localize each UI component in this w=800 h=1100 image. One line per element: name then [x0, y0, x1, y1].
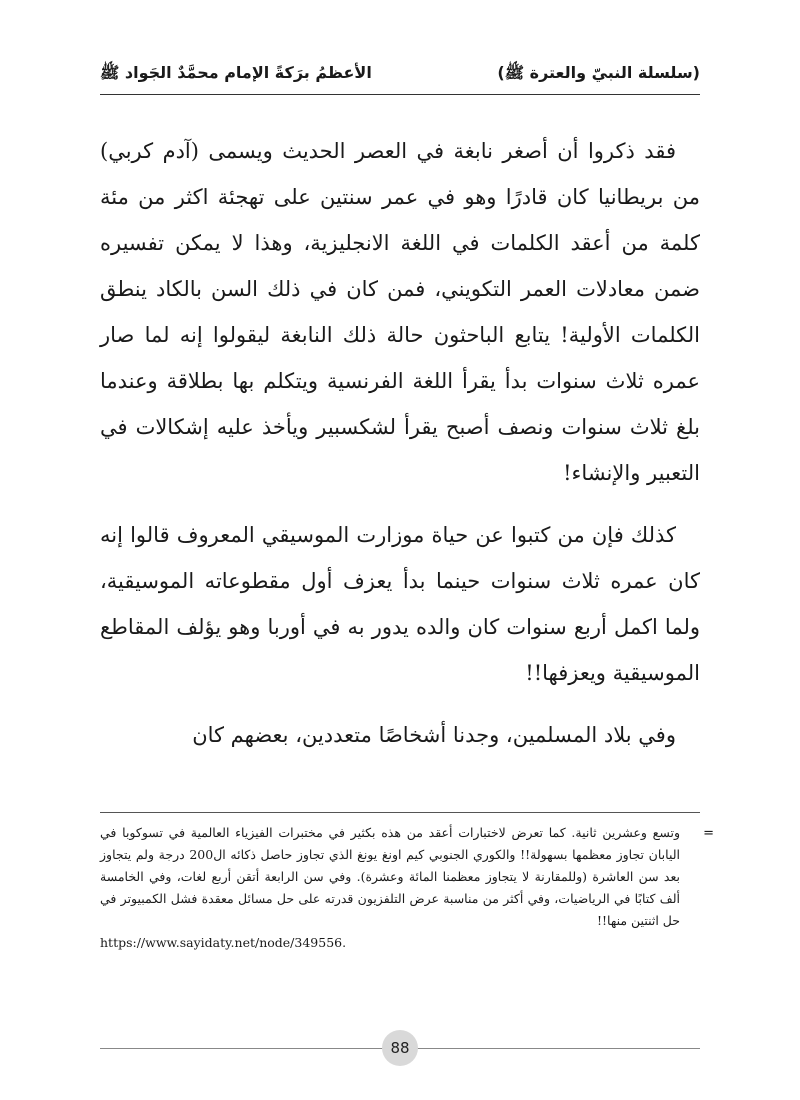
- paragraph: فقد ذكروا أن أصغر نابغة في العصر الحديث ويسمى (آدم كربي) من بريطانيا كان قادرًا وهو في عمر سنتين على تهجئة اكثر من مئة كلمة من أعقد الكلمات في اللغة الانجليزية، وهذا لا يمكن تفسيره ضمن معادلات العمر التكويني، فمن كان في ذلك السن بالكاد ينطق الكلمات الأولية! يتابع الباحثون حالة ذلك النابغة ليقولوا إنه لما صار عمره ثلاث سنوات بدأ يقرأ اللغة الفرنسية ويتكلم بها بطلاقة وعندما بلغ ثلاث سنوات ونصف أصبح يقرأ لشكسبير ويأخذ عليه إشكالات في التعبير والإنشاء!: [100, 139, 700, 485]
- book-title: الأعظمُ برَكةً الإمام محمَّدٌ الجَواد ﷺ: [100, 62, 372, 82]
- paragraph: وفي بلاد المسلمين، وجدنا أشخاصًا متعددين، بعضهم كان: [192, 723, 676, 747]
- running-header: [100, 58, 700, 90]
- main-text: [100, 128, 700, 758]
- footnote-text: وتسع وعشرين ثانية. كما تعرض لاختبارات أعقد من هذه بكثير في مختبرات الفيزياء العالمية في تسوكوبا في اليابان تجاوز معظمها بسهولة!! والكوري الجنوبي كيم اونغ يونغ الذي تجاوز حاصل ذكائه ال200 درجة ولم يتجاوز بعد سن العاشرة (وللمقارنة لا يتجاوز معظمنا المائة وعشرة). وفي سن الرابعة أتقن أربع لغات، وفي الخامسة ألف كتابًا في الرياضيات، وفي أكثر من مناسبة عرض التلفزيون قدرته على حل مسائل معقدة فشل الكمبيوتر في حل اثنتين منها!!: [100, 825, 680, 928]
- footnote-divider: [100, 812, 700, 813]
- series-title: (سلسلة النبيّ والعترة ﷺ): [497, 62, 700, 82]
- paragraph: كذلك فإن من كتبوا عن حياة موزارت الموسيقي المعروف قالوا إنه كان عمره ثلاث سنوات حينما بدأ يعزف أول مقطوعاته الموسيقية، ولما اكمل أربع سنوات كان والده يدور به في أوربا وهو يؤلف المقاطع الموسيقية ويعزفها!!: [100, 523, 700, 685]
- page-number: 88: [382, 1030, 418, 1066]
- footnote-continuation-marker: =: [703, 826, 714, 841]
- footnote-url: https://www.sayidaty.net/node/349556.: [100, 935, 347, 950]
- header-divider: [100, 94, 700, 95]
